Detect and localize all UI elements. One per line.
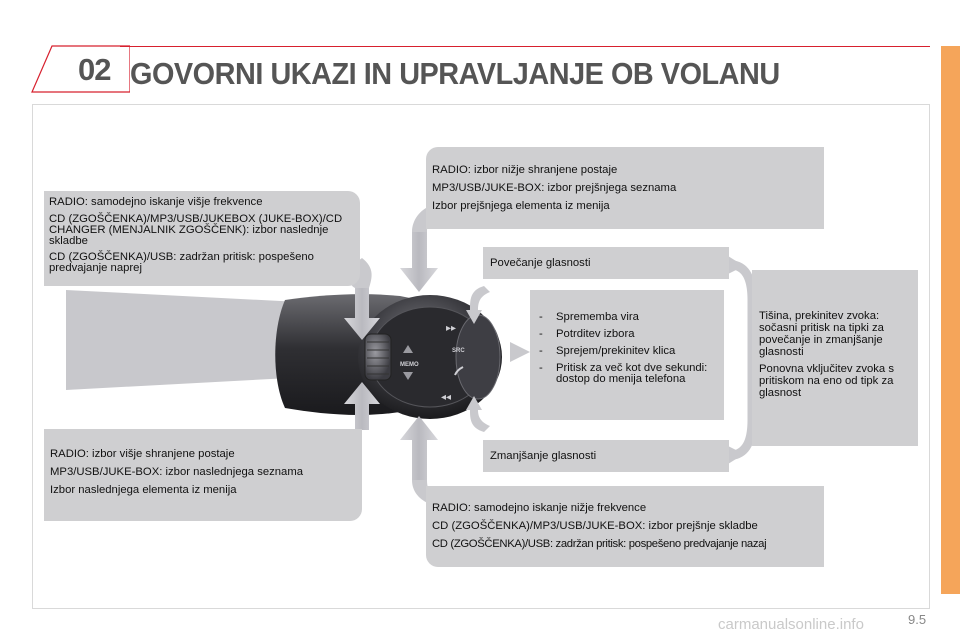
seek-up-line-2: CD (ZGOŠČENKA)/MP3/USB/JUKEBOX (JUKE-BOX)/CD CHANGER (MENJALNIK ZGOŠČENK): izbor naslednje skladbe — [49, 212, 343, 248]
arrow-seek-down — [400, 416, 438, 480]
volume-up-label: Povečanje glasnosti — [490, 257, 591, 269]
seek-up-line-1: RADIO: samodejno iskanje višje frekvence — [49, 196, 263, 208]
thumbwheel — [365, 334, 391, 380]
next-preset-line-1: RADIO: izbor višje shranjene postaje — [50, 448, 235, 460]
mute-bracket — [734, 265, 752, 455]
page-title: GOVORNI UKAZI IN UPRAVLJANJE OB VOLANU — [130, 56, 780, 91]
mute-line-1: Tišina, prekinitev zvoka: sočasni pritisk na tipki za povečanje in zmanjšanje glasnosti — [759, 310, 884, 358]
src-function-list — [534, 312, 720, 386]
arrow-src — [510, 342, 530, 362]
src-item-4: - Pritisk za več kot dve sekundi: dostop do menija telefona — [534, 363, 720, 387]
volume-up-box — [483, 247, 729, 279]
next-preset-line-2: MP3/USB/JUKE-BOX: izbor naslednjega seznama — [50, 465, 304, 478]
src-item-1: - Sprememba vira — [534, 312, 720, 324]
seek-down-line-1: RADIO: samodejno iskanje nižje frekvence — [432, 502, 647, 514]
seek-down-box — [426, 486, 824, 567]
watermark: carmanualsonline.info — [718, 616, 864, 633]
next-preset-line-3: Izbor naslednjega elementa iz menija — [50, 483, 237, 496]
prev-preset-line-1: RADIO: izbor nižje shranjene postaje — [432, 164, 618, 176]
src-item-3: - Sprejem/prekinitev klica — [534, 346, 720, 358]
src-label: SRC — [452, 348, 465, 354]
prev-track-icon: ◂◂ — [441, 392, 452, 403]
src-item-2: - Potrditev izbora — [534, 329, 720, 341]
stalk-shaft — [66, 290, 300, 390]
seek-down-line-3: CD (ZGOŠČENKA)/USB: zadržan pritisk: pospešeno predvajanje nazaj — [432, 537, 767, 550]
volume-down-box — [483, 440, 729, 472]
prev-preset-box — [426, 147, 824, 229]
mute-line-2: Ponovna vključitev zvoka s pritiskom na eno od tipk za glasnost — [759, 363, 894, 400]
mute-box — [752, 270, 918, 446]
arrow-volume-down — [470, 410, 490, 432]
seek-up-box — [44, 191, 360, 286]
next-preset-box — [44, 429, 362, 521]
seek-up-line-3: CD (ZGOŠČENKA)/USB: zadržan pritisk: pospešeno predvajanje naprej — [49, 250, 314, 274]
arrow-prev-preset — [400, 232, 438, 292]
chapter-number: 02 — [78, 52, 111, 87]
next-track-icon: ▸▸ — [446, 323, 457, 334]
seek-down-line-2: CD (ZGOŠČENKA)/MP3/USB/JUKE-BOX: izbor prejšnje skladbe — [432, 519, 758, 532]
src-button-box — [530, 290, 724, 420]
page-number: 9.5 — [908, 612, 927, 627]
prev-preset-line-2: MP3/USB/JUKE-BOX: izbor prejšnjega seznama — [432, 181, 677, 194]
volume-down-label: Zmanjšanje glasnosti — [490, 450, 597, 462]
arrow-volume-up — [470, 286, 490, 310]
memo-label: MEMO — [400, 362, 419, 368]
prev-preset-line-3: Izbor prejšnjega elementa iz menija — [432, 199, 610, 212]
src-knob — [456, 315, 500, 399]
